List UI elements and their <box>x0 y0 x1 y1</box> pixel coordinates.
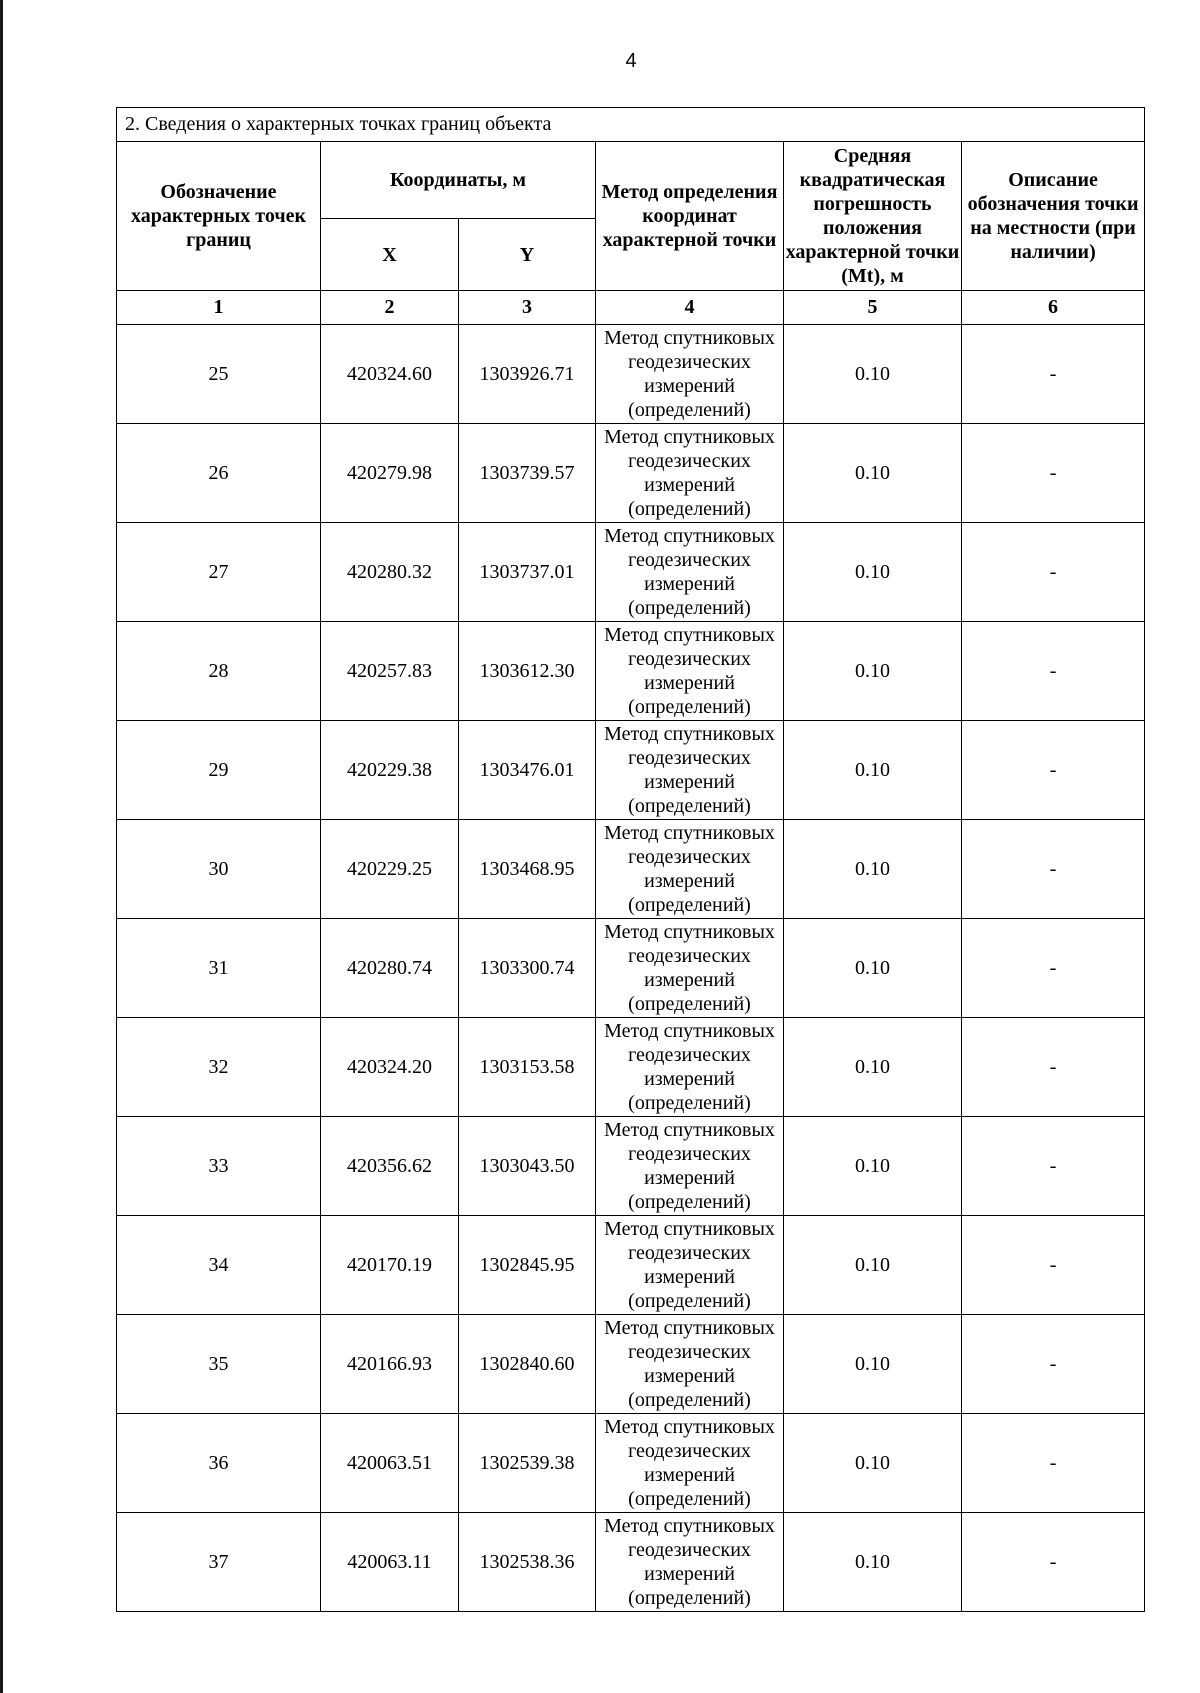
x-coordinate-cell: 420280.32 <box>321 523 459 622</box>
x-coordinate-cell: 420324.60 <box>321 325 459 424</box>
table-row <box>117 820 1145 919</box>
x-coordinate-cell: 420257.83 <box>321 622 459 721</box>
header-method: Метод определения координат характерной точки <box>596 142 784 291</box>
y-coordinate-cell: 1303737.01 <box>459 523 596 622</box>
y-coordinate-cell: 1303739.57 <box>459 424 596 523</box>
table-row <box>117 1414 1145 1513</box>
error-cell: 0.10 <box>784 1117 962 1216</box>
header-y: Y <box>459 219 596 291</box>
x-coordinate-cell: 420356.62 <box>321 1117 459 1216</box>
x-coordinate-cell: 420280.74 <box>321 919 459 1018</box>
point-cell: 30 <box>117 820 321 919</box>
method-cell: Метод спутниковых геодезических измерений (определений) <box>596 1513 784 1612</box>
error-cell: 0.10 <box>784 1513 962 1612</box>
method-cell: Метод спутниковых геодезических измерений (определений) <box>596 1414 784 1513</box>
table-row <box>117 721 1145 820</box>
section-title: 2. Сведения о характерных точках границ объекта <box>117 108 1145 142</box>
header-x: X <box>321 219 459 291</box>
description-cell: - <box>962 1513 1145 1612</box>
table-row <box>117 325 1145 424</box>
error-cell: 0.10 <box>784 1414 962 1513</box>
point-cell: 37 <box>117 1513 321 1612</box>
point-cell: 31 <box>117 919 321 1018</box>
y-coordinate-cell: 1302840.60 <box>459 1315 596 1414</box>
y-coordinate-cell: 1303468.95 <box>459 820 596 919</box>
description-cell: - <box>962 1216 1145 1315</box>
error-cell: 0.10 <box>784 424 962 523</box>
point-cell: 33 <box>117 1117 321 1216</box>
error-cell: 0.10 <box>784 1216 962 1315</box>
x-coordinate-cell: 420170.19 <box>321 1216 459 1315</box>
table-row <box>117 919 1145 1018</box>
x-coordinate-cell: 420279.98 <box>321 424 459 523</box>
header-designation: Обозначение характерных точек границ <box>117 142 321 291</box>
method-cell: Метод спутниковых геодезических измерений (определений) <box>596 820 784 919</box>
y-coordinate-cell: 1303612.30 <box>459 622 596 721</box>
description-cell: - <box>962 820 1145 919</box>
point-cell: 32 <box>117 1018 321 1117</box>
table-row <box>117 523 1145 622</box>
boundary-points-table <box>116 107 1145 1612</box>
header-row-top <box>117 142 1145 219</box>
error-cell: 0.10 <box>784 622 962 721</box>
description-cell: - <box>962 721 1145 820</box>
x-coordinate-cell: 420166.93 <box>321 1315 459 1414</box>
column-numbers-row <box>117 291 1145 325</box>
method-cell: Метод спутниковых геодезических измерений (определений) <box>596 721 784 820</box>
y-coordinate-cell: 1303153.58 <box>459 1018 596 1117</box>
method-cell: Метод спутниковых геодезических измерений (определений) <box>596 1315 784 1414</box>
table-row <box>117 622 1145 721</box>
method-cell: Метод спутниковых геодезических измерений (определений) <box>596 1216 784 1315</box>
description-cell: - <box>962 424 1145 523</box>
table-row <box>117 1513 1145 1612</box>
x-coordinate-cell: 420063.51 <box>321 1414 459 1513</box>
column-number: 2 <box>321 291 459 325</box>
scan-edge-line <box>0 0 3 1693</box>
method-cell: Метод спутниковых геодезических измерений (определений) <box>596 1117 784 1216</box>
description-cell: - <box>962 919 1145 1018</box>
error-cell: 0.10 <box>784 820 962 919</box>
table-row <box>117 1315 1145 1414</box>
method-cell: Метод спутниковых геодезических измерений (определений) <box>596 325 784 424</box>
description-cell: - <box>962 1315 1145 1414</box>
description-cell: - <box>962 1018 1145 1117</box>
header-coordinates: Координаты, м <box>321 142 596 219</box>
x-coordinate-cell: 420229.25 <box>321 820 459 919</box>
point-cell: 29 <box>117 721 321 820</box>
column-number: 1 <box>117 291 321 325</box>
x-coordinate-cell: 420063.11 <box>321 1513 459 1612</box>
point-cell: 27 <box>117 523 321 622</box>
column-number: 3 <box>459 291 596 325</box>
description-cell: - <box>962 523 1145 622</box>
y-coordinate-cell: 1303300.74 <box>459 919 596 1018</box>
point-cell: 36 <box>117 1414 321 1513</box>
method-cell: Метод спутниковых геодезических измерений (определений) <box>596 622 784 721</box>
y-coordinate-cell: 1302539.38 <box>459 1414 596 1513</box>
method-cell: Метод спутниковых геодезических измерений (определений) <box>596 1018 784 1117</box>
error-cell: 0.10 <box>784 325 962 424</box>
column-number: 6 <box>962 291 1145 325</box>
error-cell: 0.10 <box>784 919 962 1018</box>
section-title-row <box>117 108 1145 142</box>
description-cell: - <box>962 325 1145 424</box>
y-coordinate-cell: 1302538.36 <box>459 1513 596 1612</box>
point-cell: 35 <box>117 1315 321 1414</box>
table-row <box>117 1117 1145 1216</box>
header-description: Описание обозначения точки на местности (при наличии) <box>962 142 1145 291</box>
description-cell: - <box>962 622 1145 721</box>
x-coordinate-cell: 420229.38 <box>321 721 459 820</box>
description-cell: - <box>962 1414 1145 1513</box>
header-error: Средняя квадратическая погрешность положения характерной точки (Mt), м <box>784 142 962 291</box>
method-cell: Метод спутниковых геодезических измерений (определений) <box>596 919 784 1018</box>
point-cell: 26 <box>117 424 321 523</box>
error-cell: 0.10 <box>784 721 962 820</box>
error-cell: 0.10 <box>784 1315 962 1414</box>
table-row <box>117 1018 1145 1117</box>
table-row <box>117 424 1145 523</box>
y-coordinate-cell: 1303476.01 <box>459 721 596 820</box>
column-number: 5 <box>784 291 962 325</box>
point-cell: 34 <box>117 1216 321 1315</box>
column-number: 4 <box>596 291 784 325</box>
x-coordinate-cell: 420324.20 <box>321 1018 459 1117</box>
y-coordinate-cell: 1303043.50 <box>459 1117 596 1216</box>
page-number: 4 <box>625 50 637 72</box>
method-cell: Метод спутниковых геодезических измерений (определений) <box>596 523 784 622</box>
table-row <box>117 1216 1145 1315</box>
table-body <box>117 108 1145 1612</box>
point-cell: 25 <box>117 325 321 424</box>
error-cell: 0.10 <box>784 1018 962 1117</box>
error-cell: 0.10 <box>784 523 962 622</box>
y-coordinate-cell: 1303926.71 <box>459 325 596 424</box>
y-coordinate-cell: 1302845.95 <box>459 1216 596 1315</box>
description-cell: - <box>962 1117 1145 1216</box>
point-cell: 28 <box>117 622 321 721</box>
method-cell: Метод спутниковых геодезических измерений (определений) <box>596 424 784 523</box>
